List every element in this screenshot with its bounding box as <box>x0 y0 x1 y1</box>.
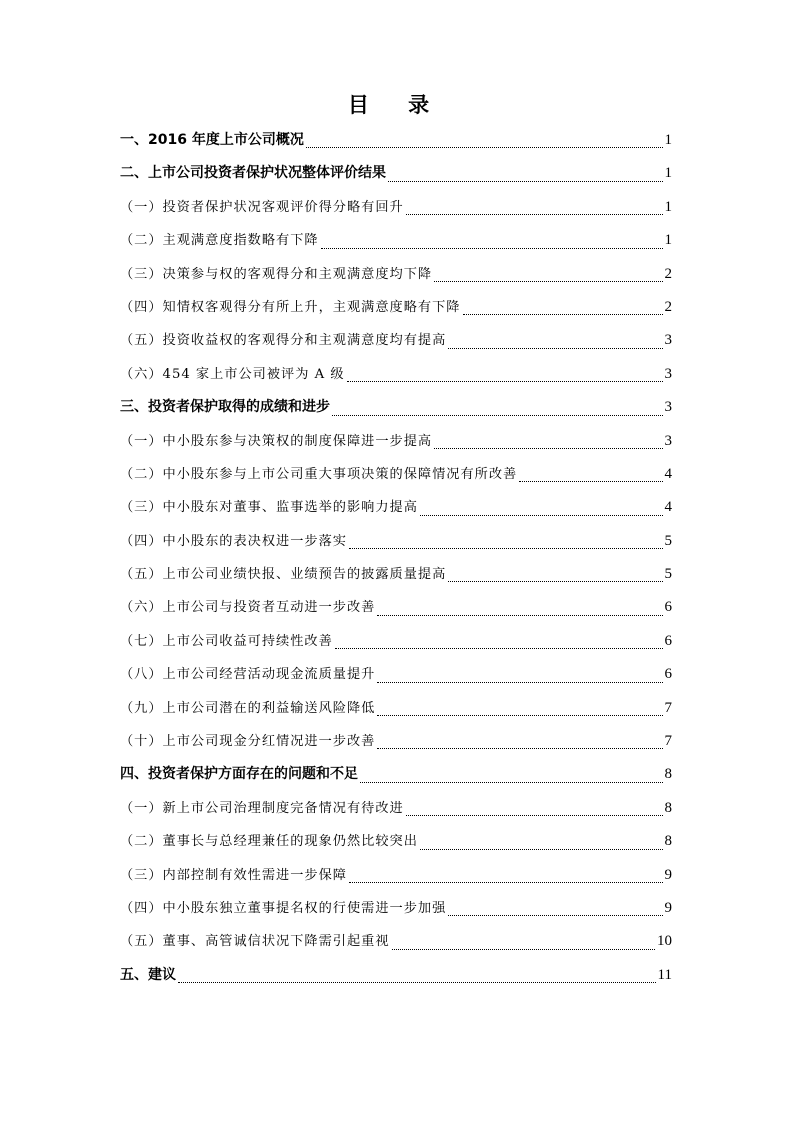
toc-entry-text: 二、上市公司投资者保护状况整体评价结果 <box>120 165 386 182</box>
dot-leader <box>377 682 662 683</box>
toc-subsection-entry[interactable] <box>120 224 672 257</box>
toc-entry-text: （六）上市公司与投资者互动进一步改善 <box>120 600 376 616</box>
toc-page-number: 5 <box>664 566 672 583</box>
toc-entry-text: （二）董事长与总经理兼任的现象仍然比较突出 <box>120 834 418 850</box>
toc-entry-text: （五）投资收益权的客观得分和主观满意度均有提高 <box>120 333 447 349</box>
toc-page-number: 8 <box>664 799 672 816</box>
toc-page-number: 2 <box>664 265 672 282</box>
toc-page-number: 8 <box>664 766 672 783</box>
toc-subsection-entry[interactable] <box>120 825 672 858</box>
dot-leader <box>349 882 663 883</box>
toc-page-number: 6 <box>664 599 672 616</box>
toc-section-entry[interactable] <box>120 157 672 190</box>
toc-page-number: 9 <box>664 866 672 883</box>
toc-title: 目 录 <box>347 93 446 117</box>
toc-page-number: 4 <box>664 465 672 482</box>
dot-leader <box>406 214 663 215</box>
dot-leader <box>519 481 662 482</box>
toc-page-number: 7 <box>664 733 672 750</box>
dot-leader <box>434 448 662 449</box>
toc-subsection-entry[interactable] <box>120 458 672 491</box>
toc-subsection-entry[interactable] <box>120 792 672 825</box>
dot-leader <box>420 515 663 516</box>
toc-subsection-entry[interactable] <box>120 324 672 357</box>
toc-page-number: 2 <box>664 298 672 315</box>
toc-entry-text: （一）投资者保护状况客观评价得分略有回升 <box>120 199 404 215</box>
toc-subsection-entry[interactable] <box>120 859 672 892</box>
toc-entry-text: （五）上市公司业绩快报、业绩预告的披露质量提高 <box>120 567 447 583</box>
dot-leader <box>406 815 663 816</box>
toc-subsection-entry[interactable] <box>120 925 672 958</box>
toc-entry-text: 四、投资者保护方面存在的问题和不足 <box>120 766 358 783</box>
toc-subsection-entry[interactable] <box>120 191 672 224</box>
toc-section-entry[interactable] <box>120 758 672 791</box>
toc-entry-text: （一）中小股东参与决策权的制度保障进一步提高 <box>120 433 433 449</box>
toc-page-number: 5 <box>664 532 672 549</box>
toc-subsection-entry[interactable] <box>120 591 672 624</box>
toc-entry-text: 五、建议 <box>120 966 176 983</box>
toc-subsection-entry[interactable] <box>120 525 672 558</box>
dot-leader <box>321 248 663 249</box>
toc-entry-text: （二）中小股东参与上市公司重大事项决策的保障情况有所改善 <box>120 466 518 482</box>
toc-subsection-entry[interactable] <box>120 425 672 458</box>
toc-page-number: 1 <box>664 132 672 148</box>
toc-page-number: 9 <box>664 899 672 916</box>
toc-page-number: 7 <box>664 699 672 716</box>
toc-section-entry[interactable] <box>120 124 672 157</box>
toc-subsection-entry[interactable] <box>120 725 672 758</box>
dot-leader <box>349 548 663 549</box>
toc-subsection-entry[interactable] <box>120 491 672 524</box>
dot-leader <box>377 715 662 716</box>
toc-page-number: 1 <box>664 232 672 249</box>
toc-entry-text: 三、投资者保护取得的成绩和进步 <box>120 399 330 416</box>
toc-subsection-entry[interactable] <box>120 692 672 725</box>
dot-leader <box>388 181 663 182</box>
toc-subsection-entry[interactable] <box>120 658 672 691</box>
dot-leader <box>448 348 662 349</box>
dot-leader <box>335 648 663 649</box>
dot-leader <box>463 314 663 315</box>
dot-leader <box>448 581 662 582</box>
dot-leader <box>360 782 663 783</box>
dot-leader <box>392 949 655 950</box>
dot-leader <box>377 615 662 616</box>
toc-subsection-entry[interactable] <box>120 558 672 591</box>
toc-entry-text: 一、2016 年度上市公司概况 <box>120 132 304 148</box>
toc-subsection-entry[interactable] <box>120 258 672 291</box>
toc-entry-text: （六）454 家上市公司被评为 A 级 <box>120 366 345 382</box>
dot-leader <box>434 281 662 282</box>
toc-subsection-entry[interactable] <box>120 291 672 324</box>
toc-subsection-entry[interactable] <box>120 358 672 391</box>
toc-page-number: 1 <box>664 165 672 182</box>
toc-section-entry[interactable] <box>120 391 672 424</box>
toc-entry-text: （二）主观满意度指数略有下降 <box>120 233 319 249</box>
dot-leader <box>178 982 656 983</box>
dot-leader <box>448 915 662 916</box>
toc-entry-text: （十）上市公司现金分红情况进一步改善 <box>120 734 376 750</box>
toc-page-number: 3 <box>664 399 672 416</box>
toc-entry-text: （四）中小股东的表决权进一步落实 <box>120 533 347 549</box>
dot-leader <box>306 147 663 148</box>
toc-page-number: 3 <box>664 365 672 382</box>
toc-entry-text: （一）新上市公司治理制度完备情况有待改进 <box>120 800 404 816</box>
toc-page-number: 1 <box>664 198 672 215</box>
toc-page-number: 3 <box>664 432 672 449</box>
toc-entry-text: （四）知情权客观得分有所上升，主观满意度略有下降 <box>120 299 461 315</box>
dot-leader <box>332 415 663 416</box>
toc-entry-text: （八）上市公司经营活动现金流质量提升 <box>120 667 376 683</box>
toc-entry-text: （三）决策参与权的客观得分和主观满意度均下降 <box>120 266 433 282</box>
toc-entry-text: （三）中小股东对董事、监事选举的影响力提高 <box>120 500 418 516</box>
toc-subsection-entry[interactable] <box>120 625 672 658</box>
toc-page-number: 11 <box>657 966 672 983</box>
toc-entry-text: （九）上市公司潜在的利益输送风险降低 <box>120 700 376 716</box>
dot-leader <box>347 381 663 382</box>
toc-entry-text: （四）中小股东独立董事提名权的行使需进一步加强 <box>120 900 447 916</box>
dot-leader <box>420 849 663 850</box>
toc-entry-text: （七）上市公司收益可持续性改善 <box>120 633 333 649</box>
toc-subsection-entry[interactable] <box>120 892 672 925</box>
toc-page-number: 6 <box>664 632 672 649</box>
toc-page-number: 10 <box>657 933 672 950</box>
toc-page-number: 8 <box>664 833 672 850</box>
toc-page-number: 6 <box>664 666 672 683</box>
table-of-contents <box>120 124 672 992</box>
toc-page-number: 4 <box>664 499 672 516</box>
toc-page-number: 3 <box>664 332 672 349</box>
toc-section-entry[interactable] <box>120 959 672 992</box>
dot-leader <box>377 748 662 749</box>
toc-entry-text: （五）董事、高管诚信状况下降需引起重视 <box>120 934 390 950</box>
toc-entry-text: （三）内部控制有效性需进一步保障 <box>120 867 347 883</box>
